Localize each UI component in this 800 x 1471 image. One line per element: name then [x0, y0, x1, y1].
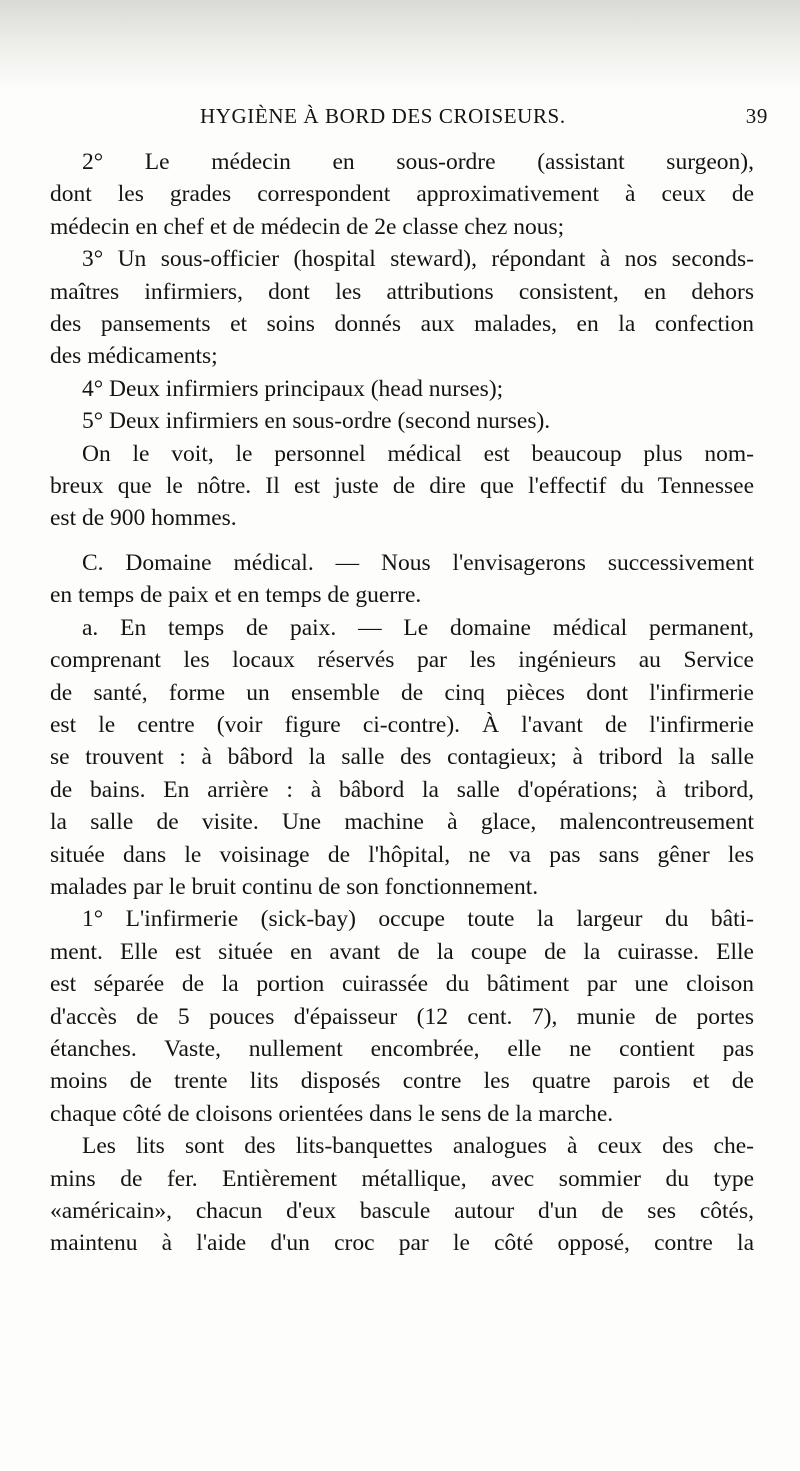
running-title: HYGIÈNE À BORD DES CROISEURS. [200, 104, 566, 128]
text-line: étanches. Vaste, nullement encombrée, elle ne contient pas [50, 1035, 754, 1062]
text-line: située dans le voisinage de l'hôpital, ne va pas sans gêner les [50, 841, 754, 868]
text-line: est de 900 hommes. [50, 505, 237, 532]
text-line: moins de trente lits disposés contre les quatre parois et de [50, 1068, 754, 1095]
text-line: chaque côté de cloisons orientées dans le sens de la marche. [50, 1100, 614, 1127]
text-line: comprenant les locaux réservés par les ingénieurs au Service [50, 647, 754, 674]
text-line: malades par le bruit continu de son fonctionnement. [50, 873, 539, 900]
text-line: 5° Deux infirmiers en sous-ordre (second nurses). [82, 408, 551, 435]
text-line: 3° Un sous-officier (hospital steward), répondant à nos seconds- [82, 246, 754, 273]
text-line: des pansements et soins donnés aux malades, en la confection [50, 311, 754, 338]
text-line: mins de fer. Entièrement métallique, avec sommier du type [50, 1165, 754, 1192]
text-line: en temps de paix et en temps de guerre. [50, 582, 422, 609]
text-line: 1° L'infirmerie (sick-bay) occupe toute la largeur du bâti- [82, 906, 754, 933]
text-line: d'accès de 5 pouces d'épaisseur (12 cent. 7), munie de portes [50, 1003, 754, 1030]
text-line: 4° Deux infirmiers principaux (head nurses); [82, 375, 504, 402]
text-line: est séparée de la portion cuirassée du bâtiment par une cloison [50, 971, 754, 998]
text-line: Les lits sont des lits-banquettes analogues à ceux des che- [82, 1133, 754, 1160]
text-line: de bains. En arrière : à bâbord la salle d'opérations; à tribord, [50, 776, 754, 803]
text-line: maintenu à l'aide d'un croc par le côté opposé, contre la [50, 1230, 754, 1257]
page-number: 39 [745, 104, 768, 128]
text-line: médecin en chef et de médecin de 2e classe chez nous; [50, 213, 565, 240]
page-header [200, 100, 768, 136]
body-text [50, 146, 754, 1260]
text-line: «américain», chacun d'eux bascule autour d'un de ses côtés, [50, 1198, 754, 1224]
text-line: se trouvent : à bâbord la salle des contagieux; à tribord la salle [50, 744, 754, 771]
text-line: est le centre (voir figure ci-contre). À l'avant de l'infirmerie [50, 711, 754, 738]
text-line: dont les grades correspondent approximativement à ceux de [50, 181, 754, 208]
text-line: ment. Elle est située en avant de la coupe de la cuirasse. Elle [50, 938, 754, 965]
text-line: a. En temps de paix. — Le domaine médical permanent, [82, 614, 754, 641]
scan-shadow [0, 0, 800, 90]
text-line: la salle de visite. Une machine à glace, malencontreusement [50, 809, 754, 836]
text-line: de santé, forme un ensemble de cinq pièces dont l'infirmerie [50, 679, 754, 706]
text-line: maîtres infirmiers, dont les attributions consistent, en dehors [50, 278, 754, 305]
section-heading-line: C. Domaine médical. — Nous l'envisagerons successivement [82, 549, 754, 576]
text-line: On le voit, le personnel médical est beaucoup plus nom- [82, 440, 754, 467]
text-line: breux que le nôtre. Il est juste de dire que l'effectif du Tennessee [50, 473, 754, 500]
text-line: des médicaments; [50, 343, 218, 370]
text-line: 2° Le médecin en sous-ordre (assistant surgeon), [82, 149, 754, 175]
